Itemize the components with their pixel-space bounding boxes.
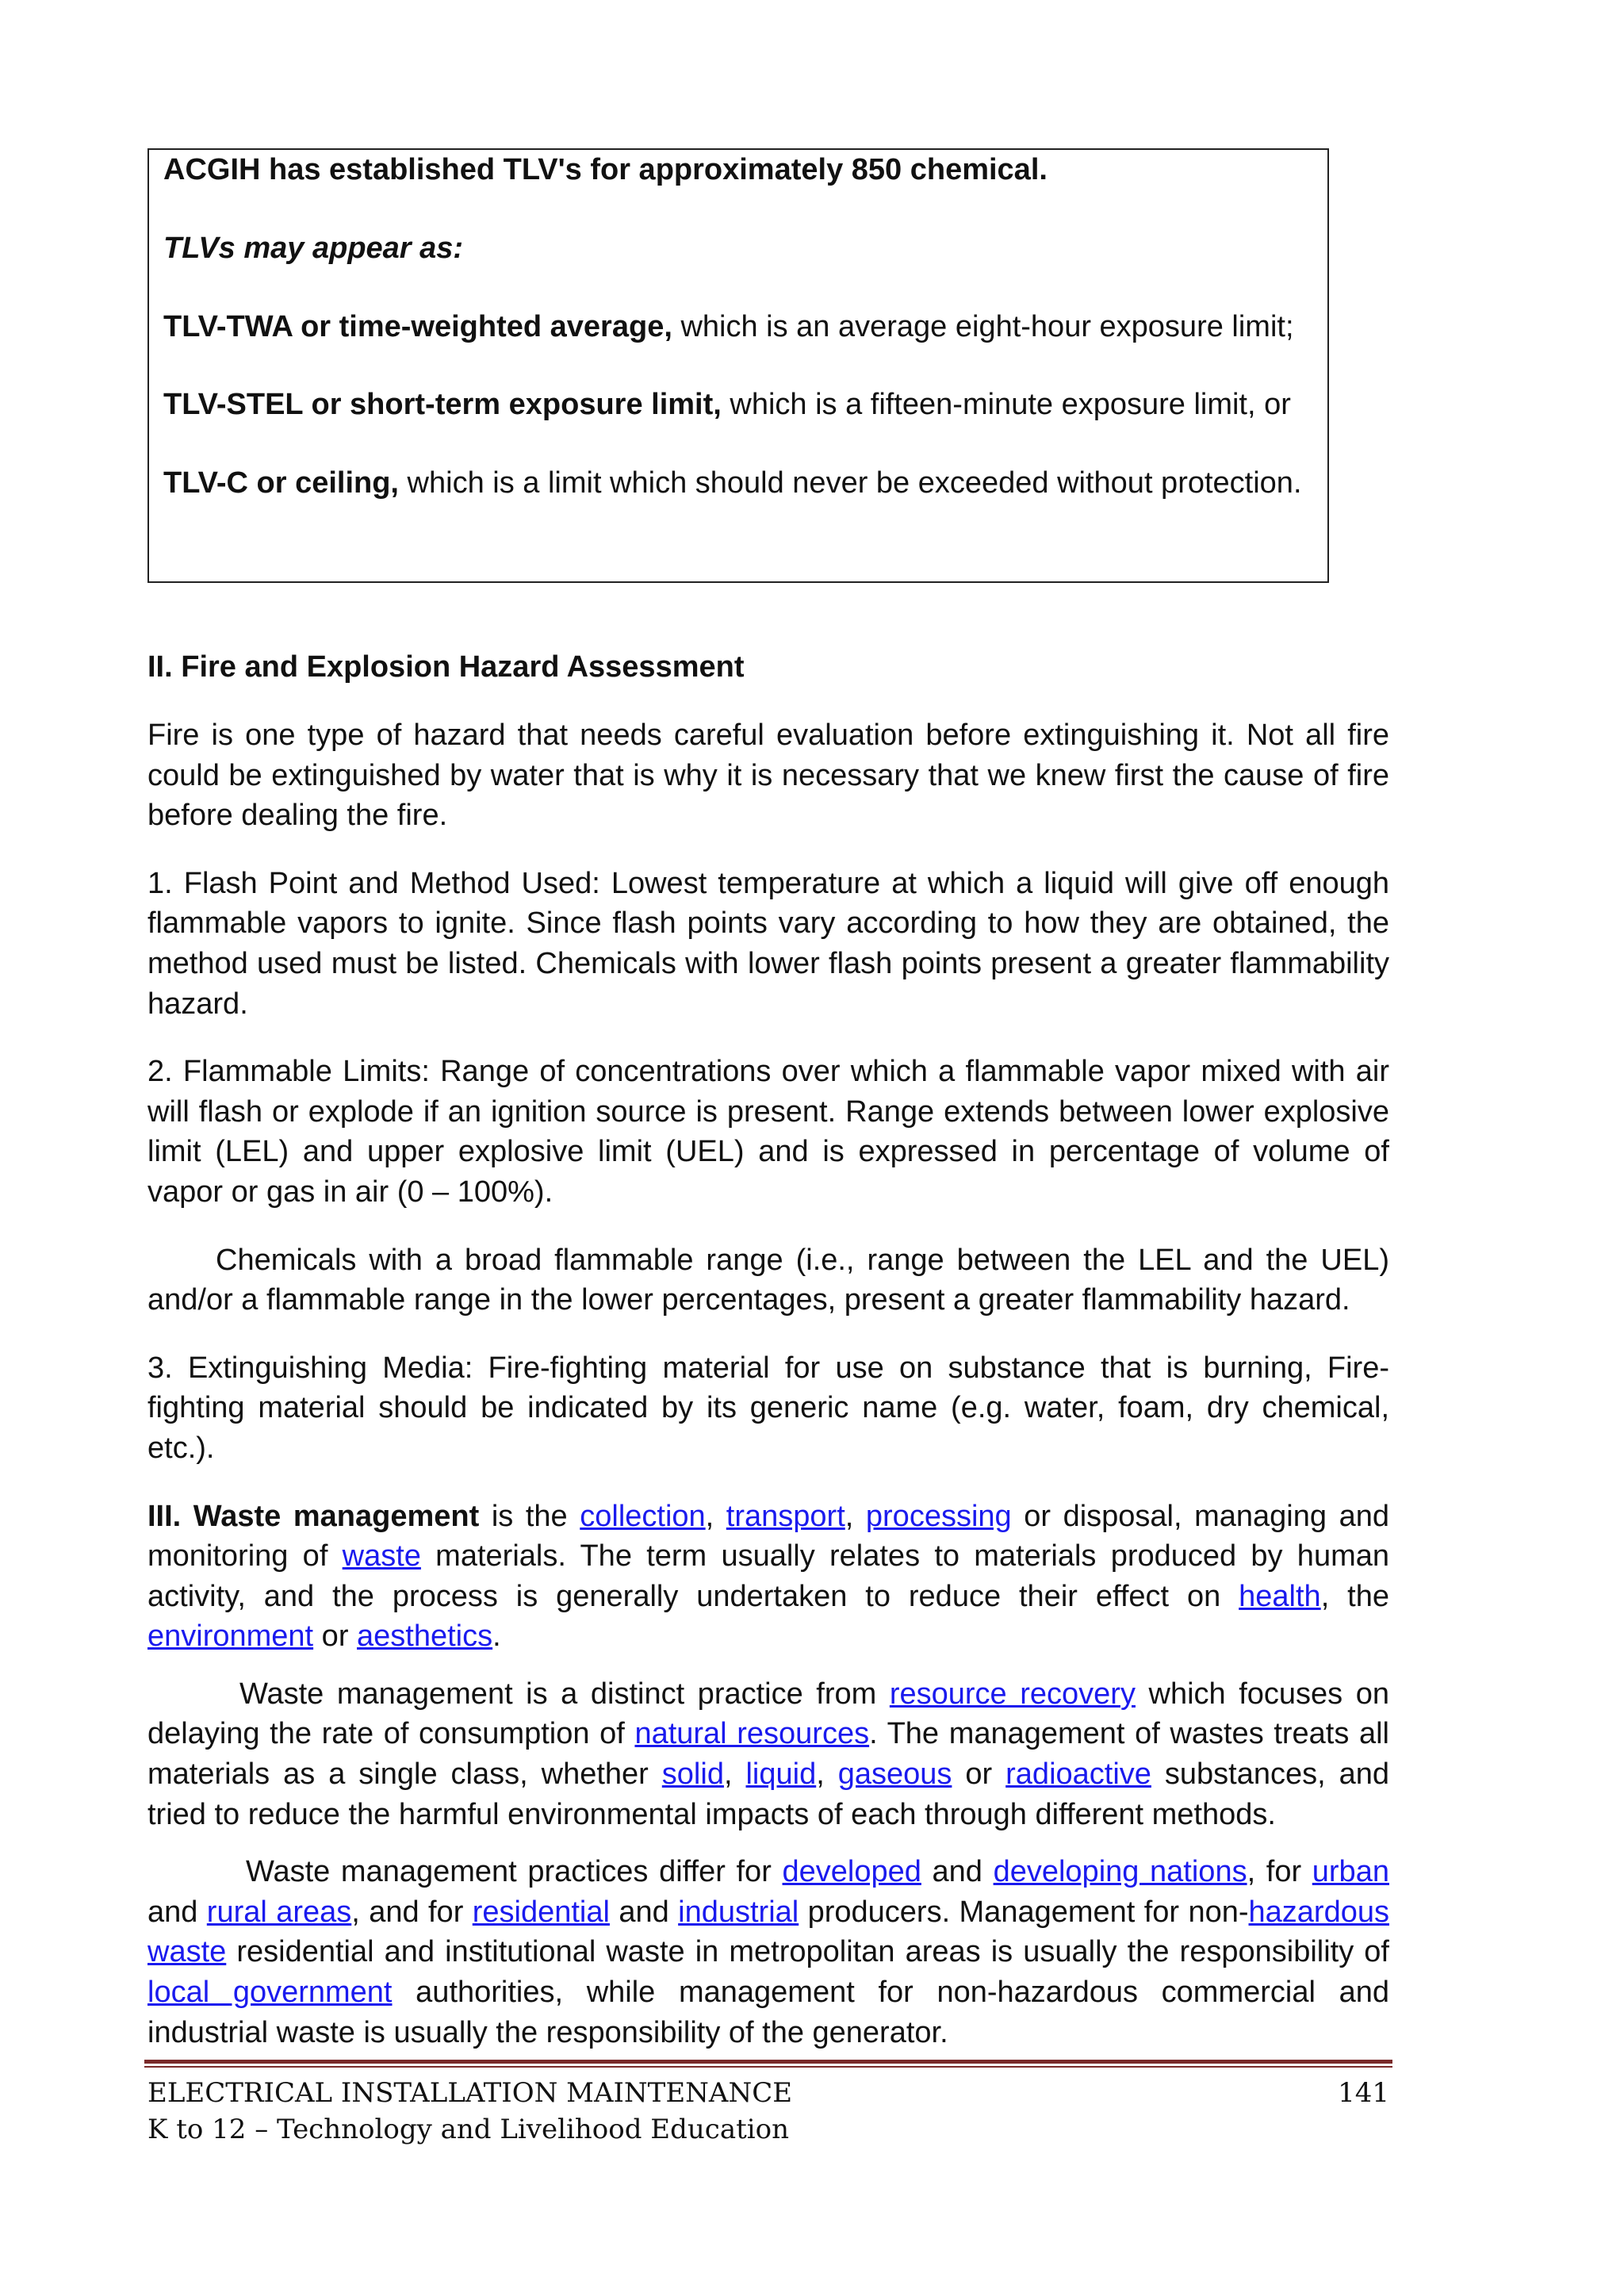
section3-heading: III. Waste management [147, 1499, 480, 1533]
link-solid[interactable]: solid [661, 1757, 724, 1792]
footer-course-title: ELECTRICAL INSTALLATION MAINTENANCE [147, 2077, 793, 2109]
link-natural-resources[interactable]: natural resources [634, 1717, 870, 1751]
page-number: 141 [1338, 2077, 1389, 2109]
link-residential[interactable]: residential [472, 1895, 610, 1929]
tlv-twa-line: TLV-TWA or time-weighted average, which is an average eight-hour exposure limit; [163, 310, 1294, 343]
flammable-limits-paragraph: 2. Flammable Limits: Range of concentrations over which a flammable vapor mixed with air will flash or explode if an ignition source is present. Range extends between lower explosive limit (LEL) and upper explosive limit (UEL) and is expressed in percentage of volume of vapor or gas in air (0 – 100%). [147, 1055, 1389, 1209]
link-processing[interactable]: processing [865, 1499, 1012, 1533]
flammable-range-note: Chemicals with a broad flammable range (i.e., range between the LEL and the UEL) and/or a flammable range in the lower percentages, present a greater flammability hazard. [147, 1243, 1389, 1317]
link-urban[interactable]: urban [1312, 1855, 1389, 1889]
link-industrial[interactable]: industrial [678, 1895, 799, 1929]
link-collection[interactable]: collection [580, 1499, 706, 1533]
fire-intro-paragraph: Fire is one type of hazard that needs careful evaluation before extinguishing it. Not all fire could be extinguished by water that is why it is necessary that we knew first the cause of fire before dealing the fire. [147, 719, 1389, 833]
link-radioactive[interactable]: radioactive [1005, 1757, 1151, 1792]
link-waste[interactable]: waste [342, 1539, 421, 1573]
link-developed[interactable]: developed [782, 1855, 921, 1889]
waste-practices-paragraph: Waste management practices differ for developed and developing nations, for urban and rural areas, and for residential and industrial producers. Management for non-hazardous waste residential and institutional waste in metropolitan areas is usually the responsibility of local government authorities, while management for non-hazardous commercial and industrial waste is usually the responsibility of the generator. [147, 1852, 1389, 2053]
link-local-government[interactable]: local government [147, 1976, 393, 2010]
footer-rule-thin [144, 2066, 1392, 2068]
link-transport[interactable]: transport [726, 1499, 845, 1533]
tlv-count-line: ACGIH has established TLV's for approximately 850 chemical. [163, 153, 1048, 186]
waste-management-paragraph: III. Waste management is the collection, transport, processing or disposal, managing and monitoring of waste materials. The term usually relates to materials produced by human activity, and the process is generally undertaken to reduce their effect on health, the environment or aesthetics. [147, 1497, 1389, 1657]
resource-recovery-paragraph: Waste management is a distinct practice from resource recovery which focuses on delaying the rate of consumption of natural resources. The management of wastes treats all materials as a single class, whether solid, liquid, gaseous or radioactive substances, and tried to reduce the harmful environmental impacts of each through different methods. [147, 1674, 1389, 1834]
link-health[interactable]: health [1239, 1579, 1321, 1613]
footer-program-title: K to 12 – Technology and Livelihood Education [147, 2114, 789, 2145]
tlv-stel-line: TLV-STEL or short-term exposure limit, which is a fifteen-minute exposure limit, or [163, 388, 1291, 421]
footer-rule-thick [144, 2060, 1392, 2064]
page-footer [147, 2075, 1389, 2148]
flash-point-paragraph: 1. Flash Point and Method Used: Lowest temperature at which a liquid will give off enough flammable vapors to ignite. Since flash points vary according to how they are obtained, the method used must be listed. Chemicals with lower flash points present a greater flammability hazard. [147, 866, 1389, 1021]
link-aesthetics[interactable]: aesthetics [357, 1619, 493, 1654]
tlv-c-line: TLV-C or ceiling, which is a limit which should never be exceeded without protection. [163, 466, 1302, 500]
link-rural-areas[interactable]: rural areas [206, 1895, 352, 1929]
link-resource-recovery[interactable]: resource recovery [889, 1677, 1136, 1711]
link-hazardous-waste[interactable]: hazardous waste [147, 1895, 1389, 1969]
link-gaseous[interactable]: gaseous [837, 1757, 952, 1792]
section2-heading: II. Fire and Explosion Hazard Assessment [147, 650, 745, 684]
tlv-appear-line: TLVs may appear as: [163, 232, 464, 265]
extinguishing-media-paragraph: 3. Extinguishing Media: Fire-fighting material for use on substance that is burning, Fire-fighting material should be indicated by its generic name (e.g. water, foam, dry chemical, etc.). [147, 1351, 1389, 1465]
link-environment[interactable]: environment [147, 1619, 314, 1654]
link-developing-nations[interactable]: developing nations [993, 1855, 1247, 1889]
tlv-info-box [147, 148, 1329, 583]
page-content [147, 646, 1389, 2080]
link-liquid[interactable]: liquid [745, 1757, 817, 1792]
